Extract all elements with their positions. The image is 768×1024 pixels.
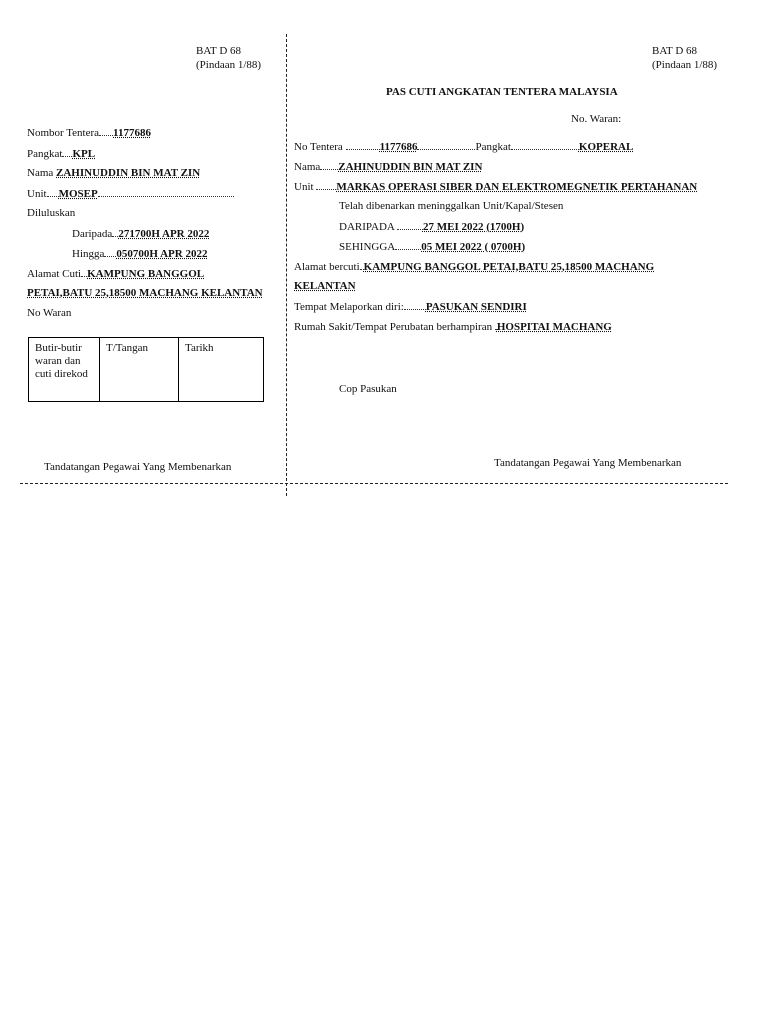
right-unit-label: Unit [294,181,314,193]
left-nombor-tentera-row [27,125,151,140]
right-no-tentera-value: 1177686 [379,141,418,153]
table-cell-tandatangan: T/Tangan [100,338,179,402]
warrant-record-table [28,337,264,402]
right-pangkat-value: KOPERAL [578,141,634,153]
left-unit-label: Unit [27,188,47,200]
right-alamat-label: Alamat bercuti [294,261,360,273]
left-alamat-line1: KAMPUNG BANGGOL [87,268,205,280]
left-pangkat-label: Pangkat [27,148,63,160]
fold-divider-vertical [286,34,287,496]
right-tempat-row [294,299,527,314]
left-unit-row [27,186,234,201]
right-signature-label: Tandatangan Pegawai Yang Membenarkan [494,457,682,469]
left-pangkat-value: KPL [72,148,96,160]
right-revision: (Pindaan 1/88) [652,59,718,71]
right-rumah-sakit-row [294,319,612,334]
right-alamat-row [294,259,654,274]
left-unit-value: MOSEP [58,188,98,200]
right-alamat-line2-row [294,279,356,293]
right-tempat-value: PASUKAN SENDIRI [425,301,527,313]
right-sehingga-value: 05 MEI 2022 ( 0700H) [421,241,526,253]
right-sehingga-row [339,239,525,254]
left-hingga-value: 050700H APR 2022 [116,248,208,260]
left-alamat-line2-row [27,286,263,300]
left-alamat-row [27,266,204,281]
left-daripada-value: 271700H APR 2022 [118,228,210,240]
right-no-tentera-label: No Tentera [294,141,343,153]
table-cell-tarikh: Tarikh [179,338,264,402]
left-nombor-tentera-value: 1177686 [113,127,151,139]
cut-line-horizontal [20,483,728,484]
left-signature-label: Tandatangan Pegawai Yang Membenarkan [44,461,232,473]
left-hingga-row [72,246,207,261]
right-daripada-row [339,219,524,234]
right-sehingga-label: SEHINGGA [339,241,396,253]
left-no-waran-label: No Waran [27,307,72,319]
right-daripada-value: 27 MEI 2022 (1700H) [422,221,525,233]
right-alamat-line1: KAMPUNG BANGGOL PETAI,BATU 25,18500 MACHANG [363,261,655,273]
left-daripada-label: Daripada [72,228,113,240]
right-telah-text: Telah dibenarkan meninggalkan Unit/Kapal/Stesen [339,200,564,212]
cop-pasukan-label: Cop Pasukan [339,383,397,395]
right-rumah-sakit-value: HOSPITAI MACHANG [496,321,612,333]
left-diluluskan-label: Diluluskan [27,207,76,219]
left-nombor-tentera-label: Nombor Tentera [27,127,100,139]
left-nama-label: Nama [27,167,54,179]
pass-title: PAS CUTI ANGKATAN TENTERA MALAYSIA [386,86,618,98]
left-form-code: BAT D 68 [196,45,242,57]
right-tentera-pangkat-row [294,139,633,154]
left-nama-value: ZAHINUDDIN BIN MAT ZIN [56,167,201,179]
right-pangkat-label: Pangkat [475,141,511,153]
right-rumah-sakit-label: Rumah Sakit/Tempat Perubatan berhampiran [294,321,493,333]
right-daripada-label: DARIPADA [339,221,395,233]
right-unit-row [294,179,697,194]
right-nama-row [294,159,482,174]
right-no-waran-label: No. Waran: [571,113,622,125]
left-nama-row [27,166,200,180]
right-nama-label: Nama [294,161,321,173]
left-daripada-row [72,226,209,241]
left-pangkat-row [27,146,95,161]
left-alamat-label: Alamat Cuti [27,268,82,280]
left-revision: (Pindaan 1/88) [196,59,262,71]
right-tempat-label: Tempat Melaporkan diri: [294,301,404,313]
right-nama-value: ZAHINUDDIN BIN MAT ZIN [338,161,483,173]
right-form-code: BAT D 68 [652,45,698,57]
right-unit-value: MARKAS OPERASI SIBER DAN ELEKTROMEGNETIK PERTAHANAN [336,181,698,193]
left-alamat-line2: PETAI,BATU 25,18500 MACHANG KELANTAN [27,287,263,299]
left-hingga-label: Hingga [72,248,105,260]
right-alamat-line2: KELANTAN [294,280,356,292]
table-cell-butir: Butir-butir waran dan cuti direkod [29,338,100,402]
